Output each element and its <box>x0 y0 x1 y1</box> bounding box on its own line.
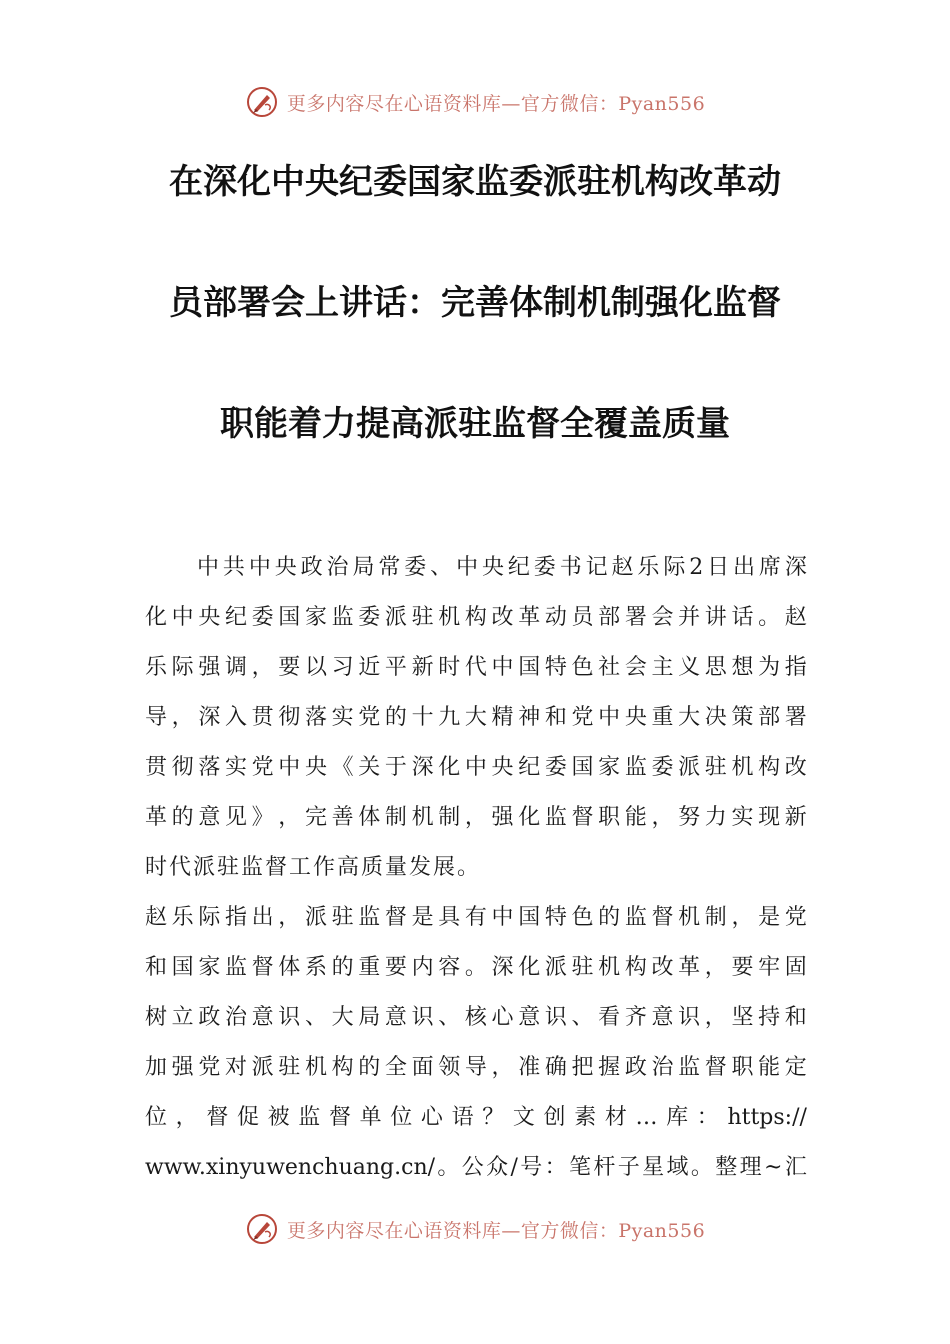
text-line: 位 ， 督 促 被 监 督 单 位 心 语 ？ 文 创 素 材 … 库 ： https:// <box>145 1105 807 1130</box>
paragraph-2 <box>145 893 807 1193</box>
text-line: 加 强 党 对 派 驻 机 构 的 全 面 领 导 ， 准 确 把 握 政 治 监 督 职 能 定 <box>145 1055 807 1080</box>
text-line: 赵 乐 际 指 出 ， 派 驻 监 督 是 具 有 中 国 特 色 的 监 督 机 制 ， 是 党 <box>145 905 807 930</box>
document-title <box>100 160 850 523</box>
text-line: 树 立 政 治 意 识 、 大 局 意 识 、 核 心 意 识 、 看 齐 意 识 ， 坚 持 和 <box>145 1005 807 1030</box>
text-line: 导 ， 深 入 贯 彻 落 实 党 的 十 九 大 精 神 和 党 中 央 重 大 决 策 部 署 <box>145 705 807 730</box>
watermark-text: 更多内容尽在心语资料库—官方微信：Pyan556 <box>286 92 706 115</box>
title-line-2: 员部署会上讲话：完善体制机制强化监督 <box>169 283 781 323</box>
title-line-3: 职能着力提高派驻监督全覆盖质量 <box>220 404 730 444</box>
text-line: www.xinyuwenchuang.cn/ 。 公 众 / 号 ： 笔 杆 子 星 域 。 整 理 ~ 汇 <box>145 1155 807 1180</box>
header-watermark-banner <box>0 82 950 122</box>
watermark-text: 更多内容尽在心语资料库—官方微信：Pyan556 <box>286 1219 706 1242</box>
text-line: 时代派驻监督工作高质量发展。 <box>145 855 482 880</box>
text-line: 贯 彻 落 实 党 中 央 《 关 于 深 化 中 央 纪 委 国 家 监 委 派 驻 机 构 改 <box>145 755 807 780</box>
pen-logo-icon <box>245 85 279 119</box>
text-line: 中 共 中 央 政 治 局 常 委 、 中 央 纪 委 书 记 赵 乐 际 2 日 出 席 深 <box>197 555 807 580</box>
text-line: 和 国 家 监 督 体 系 的 重 要 内 容 。 深 化 派 驻 机 构 改 革 ， 要 牢 固 <box>145 955 807 980</box>
text-line: 化 中 央 纪 委 国 家 监 委 派 驻 机 构 改 革 动 员 部 署 会 并 讲 话 。 赵 <box>145 605 807 630</box>
paragraph-1 <box>145 543 807 893</box>
text-line: 乐 际 强 调 ， 要 以 习 近 平 新 时 代 中 国 特 色 社 会 主 义 思 想 为 指 <box>145 655 807 680</box>
footer-watermark-banner <box>0 1209 950 1249</box>
title-line-1: 在深化中央纪委国家监委派驻机构改革动 <box>169 162 781 202</box>
pen-logo-icon <box>245 1212 279 1246</box>
document-body <box>145 543 807 1193</box>
text-line: 革 的 意 见 》 ， 完 善 体 制 机 制 ， 强 化 监 督 职 能 ， 努 力 实 现 新 <box>145 805 807 830</box>
